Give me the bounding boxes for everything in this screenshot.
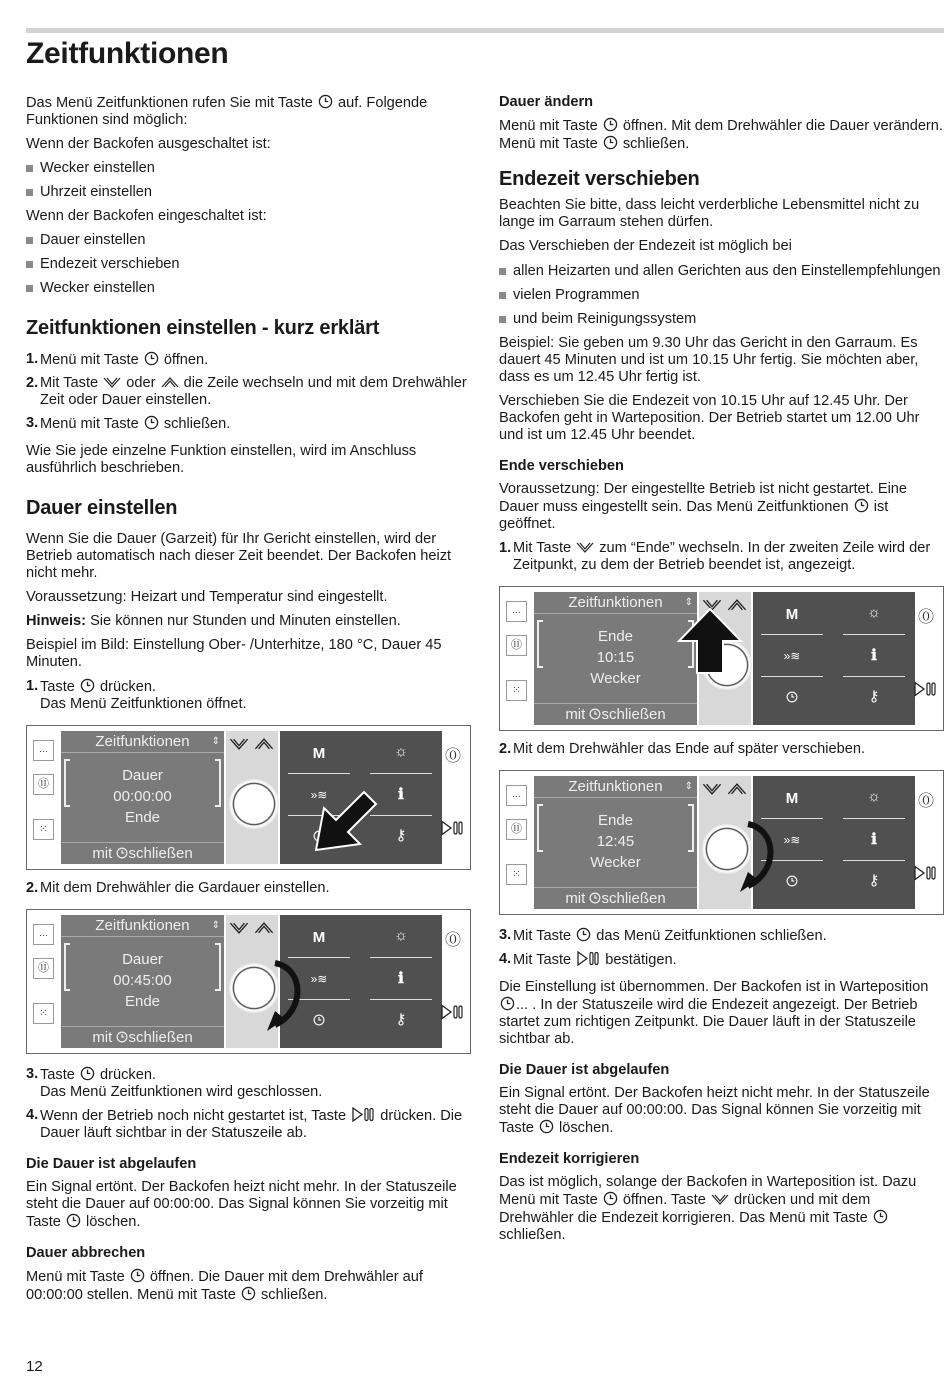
info-icon: ℹ	[871, 831, 877, 848]
divider	[843, 676, 905, 677]
heading-aendern: Dauer ändern	[499, 94, 594, 110]
ev-result-b: ... . In der Statuszeile wird die Endezeit angezeigt. Der Betrieb startet zum richtigen Zeitpunkt. Die Dauer läuft in der Statuszeile sichtbar ab.	[499, 997, 918, 1047]
bracket-right-icon	[215, 759, 221, 807]
start-pause-icon	[440, 1004, 464, 1020]
step	[499, 927, 944, 945]
korr-text-a: Das ist möglich, solange der Backofen in Warteposition ist. Dazu Menü mit Taste	[499, 1174, 917, 1208]
side-button-oven-icon: ⑪	[506, 819, 527, 840]
step	[499, 741, 944, 758]
list-item: und beim Reinigungssystem	[499, 311, 944, 328]
footer-text-a: mit	[565, 890, 586, 907]
clock-icon	[589, 706, 601, 723]
start-pause-icon	[913, 681, 937, 697]
step	[26, 678, 471, 713]
chevron-down-icon	[103, 376, 121, 389]
divider	[843, 860, 905, 861]
step-text: Menü mit Taste	[40, 416, 139, 432]
bracket-left-icon	[64, 943, 70, 991]
clock-icon	[241, 1286, 256, 1301]
side-button-oven-icon: ⑪	[33, 958, 54, 979]
list-item: vielen Programmen	[499, 287, 944, 304]
rotate-arrow-icon	[245, 955, 315, 1035]
display-line-2: 12:45	[596, 833, 635, 850]
step-text: öffnen.	[163, 352, 209, 368]
divider	[843, 634, 905, 635]
footer-text-b: schließen	[601, 890, 666, 907]
side-button-grid-icon: ⁙	[33, 819, 54, 840]
step-number: 3.	[499, 927, 512, 943]
light-icon: ☼	[867, 788, 881, 805]
footer-text-a: mit	[92, 1029, 113, 1046]
dauer-step-1	[26, 678, 471, 713]
side-button-oven-icon: ⑪	[506, 635, 527, 656]
heat-mode-icon: »≋	[783, 833, 801, 847]
step-text: Mit Taste	[513, 540, 572, 556]
step-result: Das Menü Zeitfunktionen öffnet.	[40, 696, 247, 712]
display-line-3: Wecker	[590, 854, 641, 871]
abgelaufen-text-b: löschen.	[86, 1214, 141, 1230]
display-footer	[534, 703, 697, 725]
heading-abbrechen: Dauer abbrechen	[26, 1245, 146, 1261]
start-pause-icon	[351, 1107, 375, 1122]
chevron-up-icon	[161, 376, 179, 389]
abgelaufen-text-a: Ein Signal ertönt. Der Backofen heizt nicht mehr. In der Statuszeile steht die Dauer auf 00:00:00. Das Signal können Sie vorzeitig mit Taste	[26, 1179, 457, 1230]
abgelaufen-text-b: löschen.	[559, 1120, 614, 1136]
display-footer	[61, 1026, 224, 1048]
top-rule	[26, 28, 944, 33]
rotary-knob	[229, 779, 279, 829]
ev-result	[499, 979, 944, 1048]
power-icon: ⓪	[444, 932, 461, 949]
chevron-down-icon	[228, 737, 250, 751]
side-button-grid-icon: ⁙	[506, 680, 527, 701]
clock-icon	[116, 845, 128, 862]
display-screen	[534, 592, 697, 725]
step-number: 3.	[26, 415, 39, 431]
clock-icon	[576, 927, 591, 942]
step	[26, 1107, 471, 1142]
abgelaufen-text-right	[499, 1085, 944, 1137]
display-title: Zeitfunktionen	[568, 778, 663, 795]
key-icon: ⚷	[395, 1011, 407, 1028]
side-button-oven-icon: ⑪	[33, 774, 54, 795]
control-area	[226, 731, 278, 864]
heading-abgelaufen: Die Dauer ist abgelaufen	[26, 1156, 197, 1172]
display-line-1: Dauer	[122, 767, 163, 784]
step	[499, 540, 944, 574]
ev-steps-3-4	[499, 927, 944, 969]
step-text: Mit Taste	[40, 375, 99, 391]
clock-icon	[66, 1213, 81, 1228]
display-title: Zeitfunktionen	[568, 594, 663, 611]
menu-m-icon: M	[312, 745, 326, 762]
abbrechen-text-b: öffnen. Die Dauer mit dem Drehwähler auf 00:00:00 stellen. Menü mit Taste	[26, 1269, 423, 1303]
step-number: 3.	[26, 1066, 39, 1082]
step-text: Mit dem Drehwähler das Ende auf später verschieben.	[513, 741, 866, 757]
step-text: Mit Taste	[513, 928, 572, 944]
divider	[370, 773, 432, 774]
light-icon: ☼	[867, 604, 881, 621]
key-icon: ⚷	[868, 872, 880, 889]
clock-icon	[603, 117, 618, 132]
chevron-down-icon	[711, 1193, 729, 1206]
clock-icon	[80, 678, 95, 693]
light-icon: ☼	[394, 743, 408, 760]
ev-result-a: Die Einstellung ist übernommen. Der Backofen ist in Warteposition	[499, 979, 929, 995]
heading-dauer: Dauer einstellen	[26, 497, 178, 519]
power-icon: ⓪	[917, 609, 934, 626]
display-screen	[61, 731, 224, 864]
clock-icon	[318, 94, 333, 109]
aendern-text	[499, 117, 944, 153]
ende-paragraph-1: Beachten Sie bitte, dass leicht verderbliche Lebensmittel nicht zu lange im Garraum stehen dürfen.	[499, 197, 920, 230]
divider	[761, 676, 823, 677]
ev-text-b: ist geöffnet.	[499, 499, 889, 532]
step-number: 4.	[499, 951, 512, 967]
side-button-dots: …	[506, 785, 527, 806]
list-item: Dauer einstellen	[26, 232, 471, 249]
divider	[843, 818, 905, 819]
step	[26, 1066, 471, 1101]
step-text: drücken. Die Dauer läuft sichtbar in der Statuszeile ab.	[40, 1108, 463, 1141]
step-text: die Zeile wechseln und mit dem Drehwähler Zeit oder Dauer einstellen.	[40, 375, 467, 408]
chevron-down-icon	[228, 921, 250, 935]
clock-icon	[144, 351, 159, 366]
display-body	[61, 937, 224, 1012]
ev-text-a: Voraussetzung: Der eingestellte Betrieb ist nicht gestartet. Eine Dauer muss eingestellt sein. Das Menü Zeitfunktionen	[499, 481, 908, 515]
function-panel	[753, 592, 915, 725]
step	[26, 375, 471, 409]
rotate-arrow-icon	[718, 816, 788, 896]
step-text: bestätigen.	[605, 952, 677, 968]
korr-text	[499, 1174, 944, 1244]
display-line-2: 00:45:00	[113, 972, 172, 989]
list-item: Endezeit verschieben	[26, 256, 471, 273]
chevron-down-icon	[576, 541, 594, 554]
light-icon: ☼	[394, 927, 408, 944]
abbrechen-text	[26, 1268, 471, 1304]
korr-text-d: schließen.	[499, 1227, 566, 1243]
divider	[288, 773, 350, 774]
step-text: das Menü Zeitfunktionen schließen.	[596, 928, 827, 944]
display-body	[534, 614, 697, 689]
step-number: 2.	[26, 880, 39, 896]
display-line-3: Ende	[124, 993, 161, 1010]
display-screen	[61, 915, 224, 1048]
clock-icon	[873, 1209, 888, 1224]
step-text: Mit dem Drehwähler die Gardauer einstellen.	[40, 880, 330, 896]
ende-paragraph-3: Beispiel: Sie geben um 9.30 Uhr das Gericht in den Garraum. Es dauert 45 Minuten und ist um 10.15 Uhr fertig. Sie möchten aber, dass es um 12.45 Uhr fertig ist.	[499, 335, 919, 385]
abgelaufen-text	[26, 1179, 471, 1231]
bracket-left-icon	[64, 759, 70, 807]
heat-mode-icon: »≋	[310, 788, 328, 802]
clock-icon	[130, 1268, 145, 1283]
heading-korrigieren: Endezeit korrigieren	[499, 1151, 640, 1167]
step-text: Menü mit Taste	[40, 352, 139, 368]
dauer-requirement: Voraussetzung: Heizart und Temperatur sind eingestellt.	[26, 589, 388, 605]
display-line-2: 10:15	[596, 649, 635, 666]
beispiel: Beispiel im Bild: Einstellung Ober- /Unterhitze, 180 °C, Dauer 45 Minuten.	[26, 637, 442, 670]
dauer-steps-3-4	[26, 1066, 471, 1142]
display-header	[534, 776, 697, 798]
power-icon: ⓪	[444, 748, 461, 765]
step-text: drücken.	[100, 1067, 156, 1083]
display-line-3: Ende	[124, 809, 161, 826]
oven-panel-2	[26, 909, 471, 1054]
korr-text-b: öffnen. Taste	[622, 1192, 706, 1208]
oven-panel-1	[26, 725, 471, 870]
off-label: Wenn der Backofen ausgeschaltet ist:	[26, 136, 271, 152]
step-number: 4.	[26, 1107, 39, 1123]
chevron-down-icon	[701, 782, 723, 796]
side-button-grid-icon: ⁙	[506, 864, 527, 885]
kurz-steps	[26, 351, 471, 433]
start-pause-icon	[440, 820, 464, 836]
divider	[370, 999, 432, 1000]
hinweis-label: Hinweis:	[26, 613, 87, 629]
ev-requirement	[499, 481, 944, 533]
heading-endezeit: Endezeit verschieben	[499, 168, 700, 190]
off-list	[26, 160, 471, 201]
step-text: Taste	[40, 679, 75, 695]
ende-list	[499, 263, 944, 328]
intro-text-b: auf. Folgende Funktionen sind möglich:	[26, 95, 428, 128]
heading-kurz: Zeitfunktionen einstellen - kurz erklärt	[26, 317, 380, 339]
bracket-right-icon	[215, 943, 221, 991]
step-number: 2.	[499, 741, 512, 757]
display-line-1: Ende	[597, 812, 634, 829]
kurz-note: Wie Sie jede einzelne Funktion einstellen, wird im Anschluss ausführlich beschrieben.	[26, 443, 417, 476]
updown-icon: ⇕	[684, 781, 693, 792]
on-list	[26, 232, 471, 297]
clock-icon	[116, 1029, 128, 1046]
oven-panel-3	[499, 586, 944, 731]
display-footer	[534, 887, 697, 909]
footer-text-b: schließen	[128, 845, 193, 862]
clock-icon	[500, 996, 515, 1011]
hinweis	[26, 613, 471, 630]
display-footer	[61, 842, 224, 864]
step-number: 1.	[26, 351, 39, 367]
display-body	[534, 798, 697, 873]
list-item: Uhrzeit einstellen	[26, 184, 471, 201]
footer-text-a: mit	[565, 706, 586, 723]
side-button-dots: …	[33, 740, 54, 761]
clock-icon	[854, 498, 869, 513]
intro-paragraph	[26, 94, 471, 129]
display-header	[534, 592, 697, 614]
aendern-text-c: schließen.	[622, 136, 690, 152]
bracket-left-icon	[537, 620, 543, 668]
heading-abgelaufen-right: Die Dauer ist abgelaufen	[499, 1062, 670, 1078]
hinweis-text: Sie können nur Stunden und Minuten einstellen.	[90, 613, 401, 629]
display-line-2: 00:00:00	[113, 788, 172, 805]
abbrechen-text-c: schließen.	[260, 1287, 328, 1303]
dauer-paragraph: Wenn Sie die Dauer (Garzeit) für Ihr Gericht einstellen, wird der Betrieb automatisch nach dieser Zeit beendet. Der Backofen heizt nicht mehr.	[26, 531, 452, 581]
key-icon: ⚷	[868, 688, 880, 705]
aendern-text-b: öffnen. Mit dem Drehwähler die Dauer verändern. Menü mit Taste	[499, 118, 943, 152]
display-title: Zeitfunktionen	[95, 917, 190, 934]
display-screen	[534, 776, 697, 909]
step-text: schließen.	[163, 416, 231, 432]
aendern-text-a: Menü mit Taste	[499, 118, 598, 134]
step-number: 1.	[499, 540, 512, 556]
intro-text-a: Das Menü Zeitfunktionen rufen Sie mit Taste	[26, 95, 313, 111]
ev-step-1	[499, 540, 944, 574]
display-header	[61, 731, 224, 753]
display-line-1: Ende	[597, 628, 634, 645]
step	[26, 880, 471, 897]
pointer-arrow-icon	[675, 607, 745, 677]
heat-mode-icon: »≋	[310, 972, 328, 986]
step-result: Das Menü Zeitfunktionen wird geschlossen.	[40, 1084, 323, 1100]
display-title: Zeitfunktionen	[95, 733, 190, 750]
bracket-left-icon	[537, 804, 543, 852]
footer-text-b: schließen	[601, 706, 666, 723]
page-number: 12	[26, 1358, 43, 1375]
right-column	[499, 94, 944, 1251]
pointer-arrow-icon	[312, 784, 382, 854]
divider	[761, 634, 823, 635]
step-text: zum “Ende” wechseln. In der zweiten Zeile wird der Zeitpunkt, zu dem der Betrieb beendet ist, angezeigt.	[513, 540, 931, 573]
page-title: Zeitfunktionen	[26, 37, 229, 70]
step-text: oder	[126, 375, 156, 391]
list-item: Wecker einstellen	[26, 160, 471, 177]
step	[26, 415, 471, 433]
korr-text-c: drücken und mit dem Drehwähler die Endezeit korrigieren. Das Menü mit Taste	[499, 1192, 871, 1226]
divider	[370, 957, 432, 958]
start-pause-icon	[913, 865, 937, 881]
display-header	[61, 915, 224, 937]
step-number: 2.	[26, 375, 39, 391]
chevron-up-icon	[726, 782, 748, 796]
menu-m-icon: M	[785, 606, 799, 623]
abbrechen-text-a: Menü mit Taste	[26, 1269, 125, 1285]
step-text: drücken.	[100, 679, 156, 695]
menu-m-icon: M	[785, 790, 799, 807]
clock-icon	[603, 1191, 618, 1206]
display-line-3: Wecker	[590, 670, 641, 687]
updown-icon: ⇕	[211, 736, 220, 747]
abgelaufen-text-a: Ein Signal ertönt. Der Backofen heizt nicht mehr. In der Statuszeile steht die Dauer auf 00:00:00. Das Signal können Sie vorzeitig mit Taste	[499, 1085, 930, 1136]
updown-icon: ⇕	[684, 597, 693, 608]
menu-m-icon: M	[312, 929, 326, 946]
heat-mode-icon: »≋	[783, 649, 801, 663]
clock-icon	[144, 415, 159, 430]
side-button-grid-icon: ⁙	[33, 1003, 54, 1024]
step	[499, 951, 944, 969]
clock-icon	[80, 1066, 95, 1081]
clock-icon	[539, 1119, 554, 1134]
footer-text-b: schließen	[128, 1029, 193, 1046]
oven-panel-4	[499, 770, 944, 915]
step	[26, 351, 471, 369]
step-text: Wenn der Betrieb noch nicht gestartet ist, Taste	[40, 1108, 347, 1124]
ende-paragraph-2: Das Verschieben der Endezeit ist möglich bei	[499, 238, 792, 254]
left-column	[26, 94, 471, 1311]
display-body	[61, 753, 224, 828]
heading-ende-verschieben: Ende verschieben	[499, 458, 624, 474]
key-icon: ⚷	[395, 827, 407, 844]
dauer-step-2	[26, 880, 471, 897]
step-text: Mit Taste	[513, 952, 572, 968]
updown-icon: ⇕	[211, 920, 220, 931]
step-number: 1.	[26, 678, 39, 694]
footer-text-a: mit	[92, 845, 113, 862]
info-icon: ℹ	[398, 786, 404, 803]
list-item: allen Heizarten und allen Gerichten aus den Einstellempfehlungen	[499, 263, 944, 280]
clock-icon	[777, 689, 807, 706]
ev-step-2	[499, 741, 944, 758]
display-line-1: Dauer	[122, 951, 163, 968]
side-button-dots: …	[506, 601, 527, 622]
start-pause-icon	[576, 951, 600, 966]
clock-icon	[603, 135, 618, 150]
step-text: Taste	[40, 1067, 75, 1083]
info-icon: ℹ	[871, 647, 877, 664]
bracket-right-icon	[688, 804, 694, 852]
on-label: Wenn der Backofen eingeschaltet ist:	[26, 208, 267, 224]
chevron-up-icon	[253, 921, 275, 935]
info-icon: ℹ	[398, 970, 404, 987]
chevron-up-icon	[253, 737, 275, 751]
list-item: Wecker einstellen	[26, 280, 471, 297]
ende-paragraph-4: Verschieben Sie die Endezeit von 10.15 Uhr auf 12.45 Uhr. Der Backofen geht in Warteposition. Der Betrieb startet um 12.00 Uhr und ist um 12.45 Uhr beendet.	[499, 393, 920, 443]
power-icon: ⓪	[917, 793, 934, 810]
clock-icon	[589, 890, 601, 907]
side-button-dots: …	[33, 924, 54, 945]
